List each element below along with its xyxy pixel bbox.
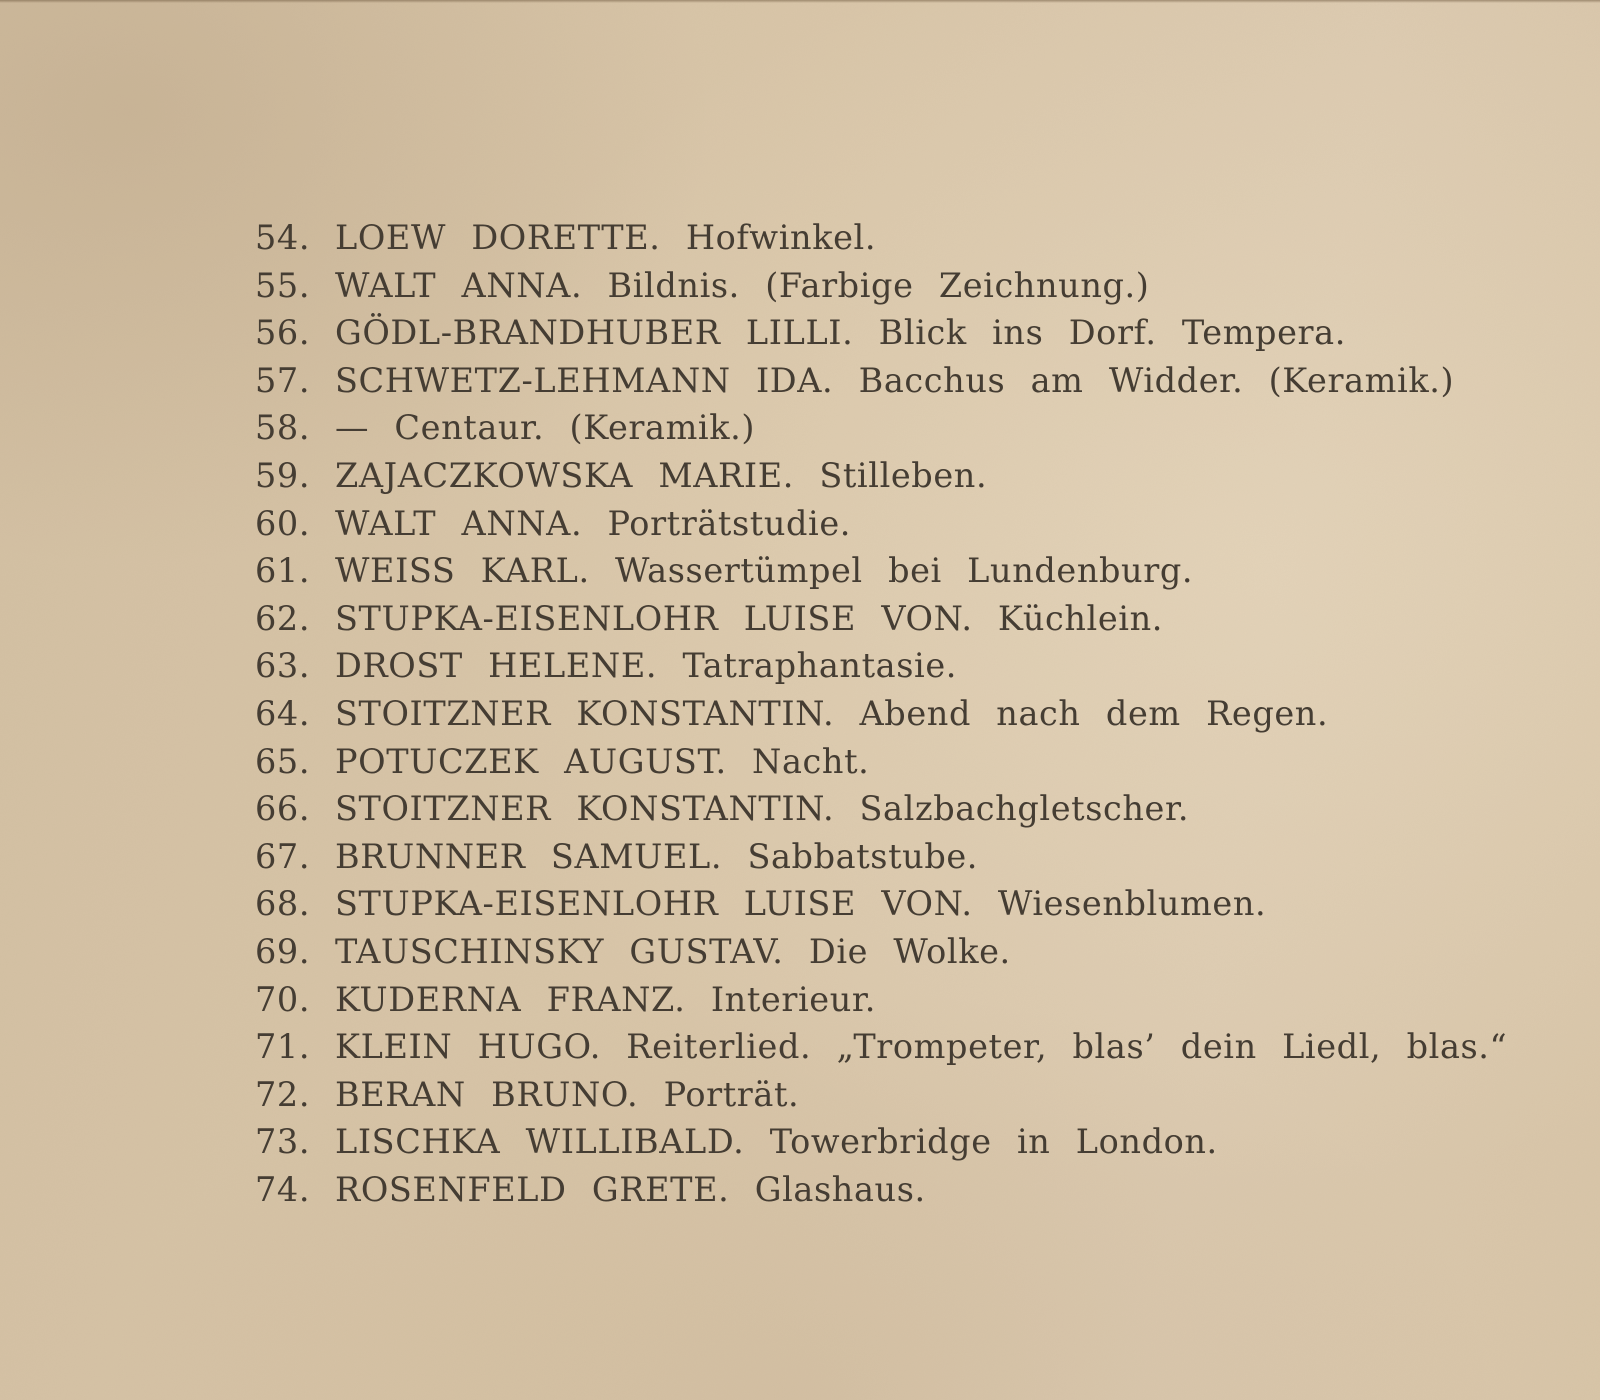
catalog-entry-71	[255, 1023, 1507, 1071]
catalog-entry-67	[255, 833, 1507, 881]
entry-number: 60.	[255, 503, 311, 543]
catalog-entry-65	[255, 738, 1507, 786]
entry-text: WALT ANNA. Porträtstudie.	[335, 503, 852, 543]
entry-text: BERAN BRUNO. Porträt.	[335, 1074, 800, 1114]
entry-number: 71.	[255, 1027, 311, 1067]
entry-number: 73.	[255, 1122, 311, 1162]
entry-number: 66.	[255, 789, 311, 829]
entry-text: POTUCZEK AUGUST. Nacht.	[335, 741, 870, 781]
catalog-entry-72	[255, 1071, 1507, 1119]
catalog-entry-63	[255, 642, 1507, 690]
entry-number: 56.	[255, 313, 311, 353]
entry-number: 57.	[255, 360, 311, 400]
entry-text: KUDERNA FRANZ. Interieur.	[335, 979, 877, 1019]
catalog-entry-70	[255, 976, 1507, 1024]
catalog-entry-66	[255, 785, 1507, 833]
entry-number: 55.	[255, 265, 311, 305]
entry-number: 68.	[255, 884, 311, 924]
entry-text: BRUNNER SAMUEL. Sabbatstube.	[335, 836, 979, 876]
entry-text: DROST HELENE. Tatraphantasie.	[335, 646, 958, 686]
catalog-entry-58	[255, 404, 1507, 452]
entry-number: 58.	[255, 408, 311, 448]
entry-text: ZAJACZKOWSKA MARIE. Stilleben.	[335, 455, 988, 495]
entry-text: STUPKA-EISENLOHR LUISE VON. Küchlein.	[335, 598, 1164, 638]
catalog-entry-60	[255, 500, 1507, 548]
catalog-entry-61	[255, 547, 1507, 595]
entry-text: ROSENFELD GRETE. Glashaus.	[335, 1169, 926, 1209]
entry-number: 72.	[255, 1074, 311, 1114]
entry-text: STOITZNER KONSTANTIN. Abend nach dem Regen.	[335, 693, 1329, 733]
entry-text: SCHWETZ-LEHMANN IDA. Bacchus am Widder. (Keramik.)	[335, 360, 1455, 400]
catalog-entry-64	[255, 690, 1507, 738]
entry-text: STOITZNER KONSTANTIN. Salzbachgletscher.	[335, 789, 1190, 829]
entry-number: 63.	[255, 646, 311, 686]
catalog-entry-74	[255, 1166, 1507, 1214]
catalog-entry-55	[255, 262, 1507, 310]
entry-number: 62.	[255, 598, 311, 638]
entry-text: WEISS KARL. Wassertümpel bei Lundenburg.	[335, 551, 1194, 591]
catalog-entry-69	[255, 928, 1507, 976]
entry-text: LISCHKA WILLIBALD. Towerbridge in London.	[335, 1122, 1218, 1162]
entry-number: 65.	[255, 741, 311, 781]
catalog-entry-59	[255, 452, 1507, 500]
catalog-list	[255, 214, 1507, 1213]
entry-number: 69.	[255, 931, 311, 971]
entry-number: 64.	[255, 693, 311, 733]
catalog-entry-73	[255, 1118, 1507, 1166]
catalog-entry-54	[255, 214, 1507, 262]
entry-number: 67.	[255, 836, 311, 876]
entry-number: 54.	[255, 218, 311, 257]
catalog-entry-57	[255, 357, 1507, 405]
entry-text: — Centaur. (Keramik.)	[335, 408, 756, 448]
entry-number: 74.	[255, 1169, 311, 1209]
entry-text: KLEIN HUGO. Reiterlied. „Trompeter, blas’ dein Liedl, blas.“	[335, 1027, 1508, 1067]
entry-text: GÖDL-BRANDHUBER LILLI. Blick ins Dorf. Tempera.	[335, 313, 1346, 353]
entry-number: 61.	[255, 551, 311, 591]
entry-text: LOEW DORETTE. Hofwinkel.	[335, 218, 877, 257]
catalog-entry-62	[255, 595, 1507, 643]
catalog-entry-56	[255, 309, 1507, 357]
entry-text: TAUSCHINSKY GUSTAV. Die Wolke.	[335, 931, 1011, 971]
catalog-entry-68	[255, 880, 1507, 928]
entry-text: STUPKA-EISENLOHR LUISE VON. Wiesenblumen.	[335, 884, 1267, 924]
entry-number: 59.	[255, 455, 311, 495]
entry-text: WALT ANNA. Bildnis. (Farbige Zeichnung.)	[335, 265, 1150, 305]
scan-edge-shadow	[0, 0, 1600, 3]
entry-number: 70.	[255, 979, 311, 1019]
